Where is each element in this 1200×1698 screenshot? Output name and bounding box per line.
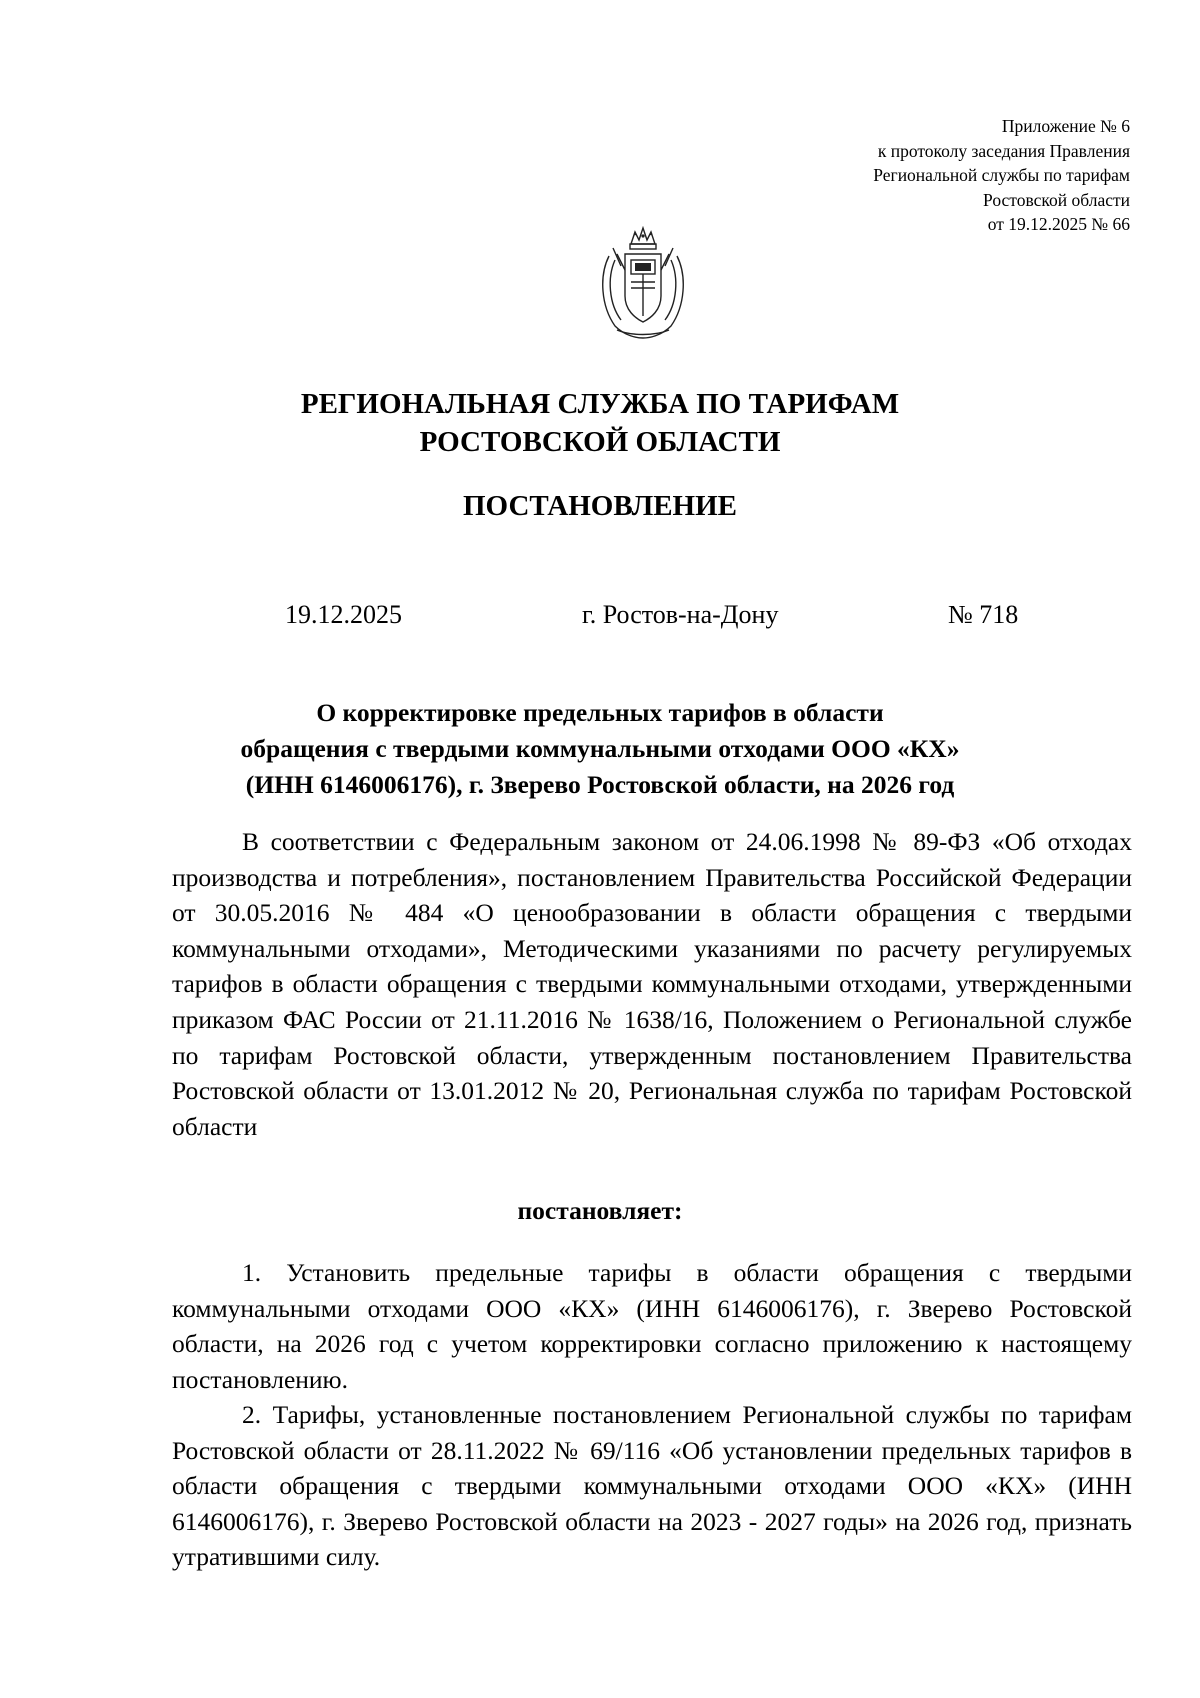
rostov-oblast-coat-of-arms-icon	[595, 226, 691, 342]
annex-note	[873, 114, 1130, 237]
resolution-item-2: 2. Тарифы, установленные постановлением Региональной службы по тарифам Ростовской области от 28.11.2022 № 69/116 «Об установлении предельных тарифов в области обращения с твердыми коммунальными отходами ООО «КХ» (ИНН 6146006176), г. Зверево Ростовской области на 2023 - 2027 годы» на 2026 год, признать утратившими силу.	[172, 1400, 1132, 1572]
organization-line: РЕГИОНАЛЬНАЯ СЛУЖБА ПО ТАРИФАМ	[300, 388, 900, 420]
document-type: ПОСТАНОВЛЕНИЕ	[462, 490, 737, 522]
resolution-item-1: 1. Установить предельные тарифы в области обращения с твердыми коммунальными отходами ООО «КХ» (ИНН 6146006176), г. Зверево Ростовской области, на 2026 год с учетом корректировки согласно приложению к настоящему постановлению.	[172, 1258, 1132, 1394]
subject-line: обращения с твердыми коммунальными отходами ООО «КХ»	[240, 734, 960, 763]
annex-line: Ростовской области	[983, 189, 1130, 210]
document-subject	[0, 695, 1200, 803]
resolves-heading: постановляет:	[517, 1196, 683, 1225]
preamble-paragraph: В соответствии с Федеральным законом от 24.06.1998 № 89-ФЗ «Об отходах производства и потребления», постановлением Правительства Российской Федерации от 30.05.2016 № 484 «О ценообразовании в области обращения с твердыми коммунальными отходами», Методическими указаниями по расчету регулируемых тарифов в области обращения с твердыми коммунальными отходами, утвержденными приказом ФАС России от 21.11.2016 № 1638/16, Положением о Региональной службе по тарифам Ростовской области, утвержденным постановлением Правительства Ростовской области от 13.01.2012 № 20, Региональная служба по тарифам Ростовской области	[172, 827, 1132, 1141]
annex-line: от 19.12.2025 № 66	[987, 214, 1130, 235]
annex-line: к протоколу заседания Правления	[877, 140, 1130, 161]
subject-line: О корректировке предельных тарифов в области	[316, 698, 884, 727]
organization-line: РОСТОВСКОЙ ОБЛАСТИ	[419, 426, 781, 458]
document-number: № 718	[948, 600, 1019, 629]
annex-line: Приложение № 6	[1001, 116, 1130, 136]
document-city: г. Ростов-на-Дону	[582, 600, 779, 629]
organization-name	[0, 385, 1200, 461]
subject-line: (ИНН 6146006176), г. Зверево Ростовской области, на 2026 год	[245, 770, 955, 799]
document-date: 19.12.2025	[285, 600, 402, 629]
annex-line: Региональной службы по тарифам	[873, 165, 1130, 186]
